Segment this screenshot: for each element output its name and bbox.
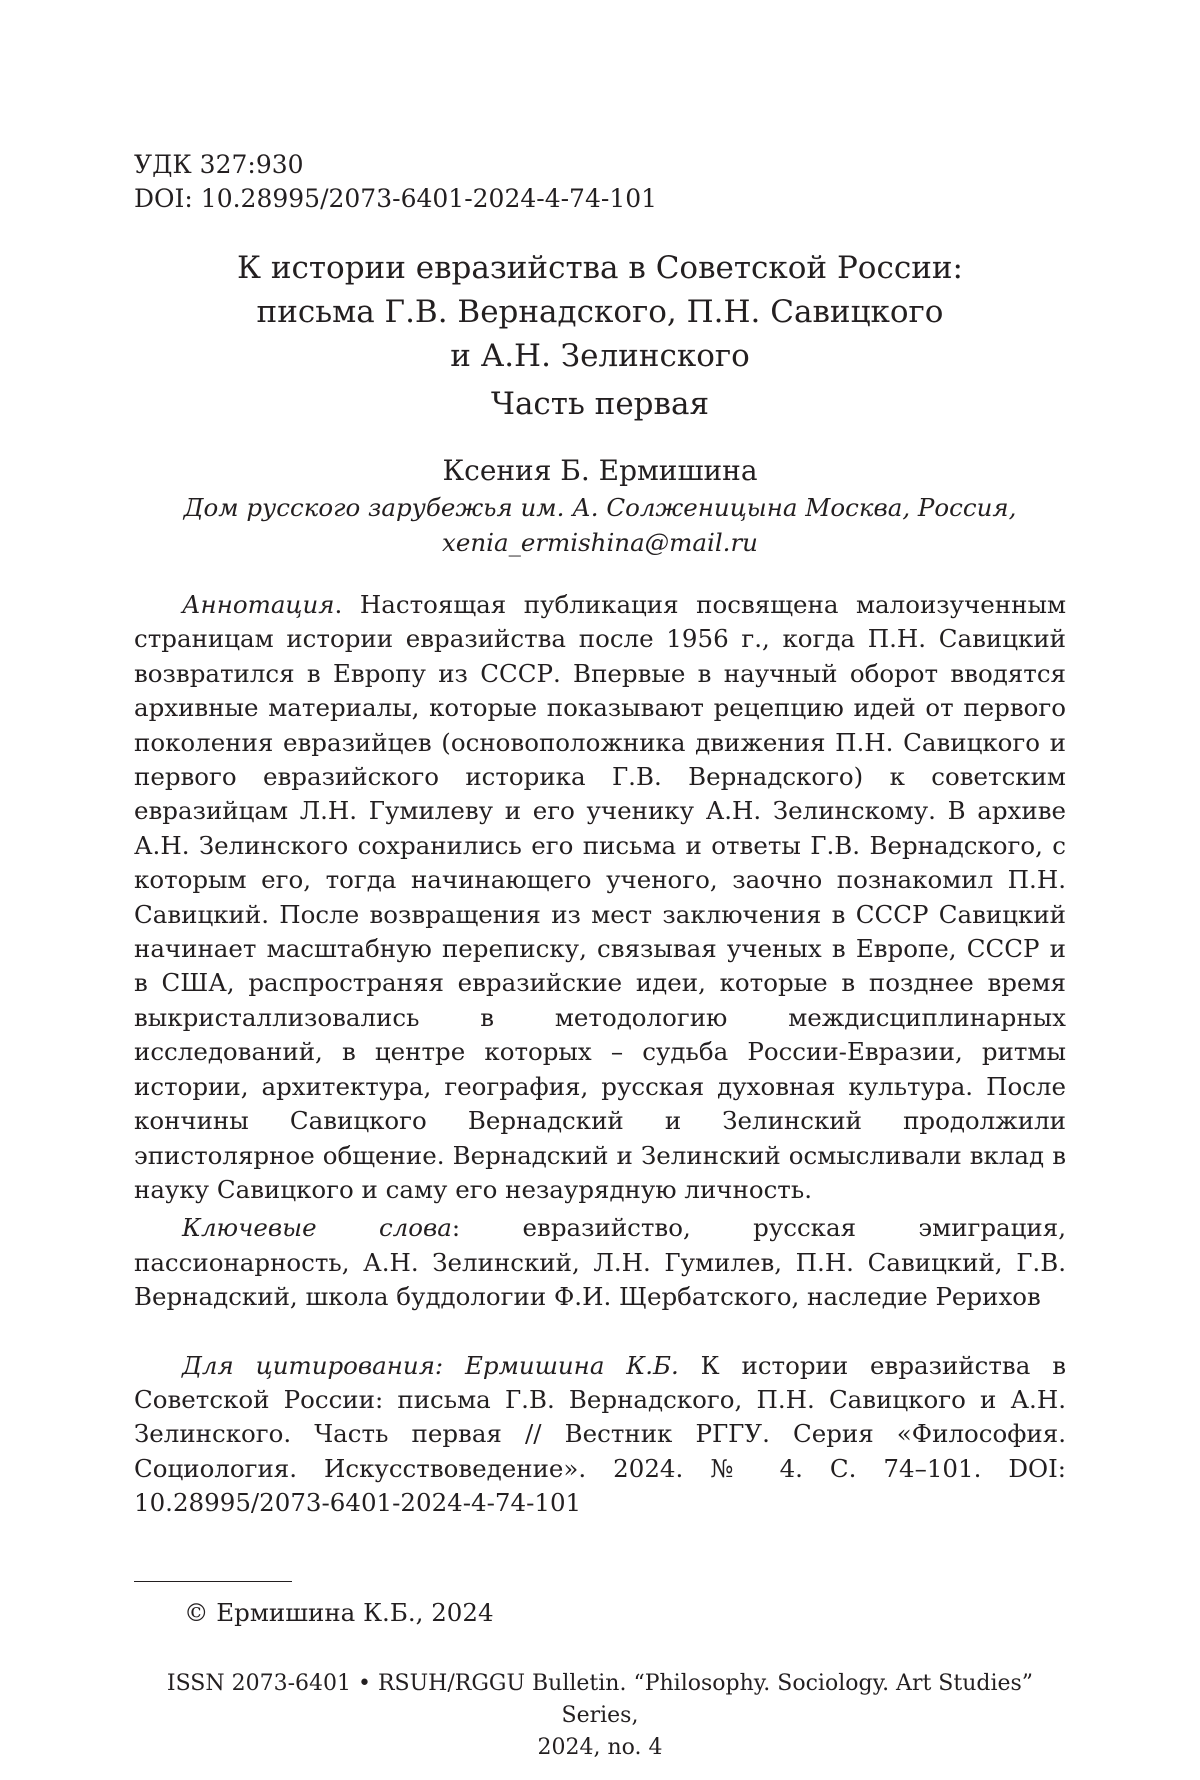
citation-text: К истории евразийства в Советской России: письма Г.В. Вернадского, П.Н. Савицкого и А.Н. Зелинского. Часть первая // Вестник РГГУ. Серия «Философия. Социология. Ис­кусствоведение». 2024. № 4. С. 74–101. DOI: 10.28995/2073-6401-2024-4-74-101	[134, 1351, 1066, 1518]
article-title	[134, 246, 1066, 426]
footer-line-1: ISSN 2073-6401 • RSUH/RGGU Bulletin. “Philosophy. Sociology. Art Studies” Series,	[134, 1668, 1066, 1732]
author-name: Ксения Б. Ермишина	[134, 452, 1066, 490]
footnote-divider	[134, 1581, 292, 1582]
keywords	[134, 1211, 1066, 1314]
abstract-label: Аннотация	[182, 590, 335, 619]
keywords-text: : евразийство, русская эмиграция, пассионарность, А.Н. Зелинский, Л.Н. Гумилев, П.Н. Савицкий, Г.В. Вернадский, школа буддологии Ф.И. Щербатского, наследие Рерихов	[134, 1213, 1066, 1311]
abstract	[134, 588, 1066, 1207]
footer-line-2: 2024, no. 4	[134, 1732, 1066, 1764]
abstract-text: . Настоящая публикация посвящена малоизученным страницам истории евразийства после 1956 г., когда П.Н. Савицкий возвратился в Европу из СССР. Впервые в научный оборот вводятся архивные материалы, которые показывают рецепцию идей от первого поколения евразийцев (основоположника движения П.Н. Савицкого и первого евразийского историка Г.В. Вернадского) к советским евразийцам Л.Н. Гумилеву и его ученику А.Н. Зелинскому. В архиве А.Н. Зелинского сохранились его письма и ответы Г.В. Вернадского, с которым его, тогда начинающего ученого, заочно познакомил П.Н. Савицкий. После воз­вращения из мест заключения в СССР Савицкий начинает масштабную переписку, связывая ученых в Европе, СССР и в США, распространяя евразийские идеи, которые в позднее время выкристаллизовались в мето­дологию междисциплинарных исследований, в центре которых – судьба России-Евразии, ритмы истории, архитектура, география, русская духов­ная культура. После кончины Савицкого Вернадский и Зелинский про­должили эпистолярное общение. Вернадский и Зелинский осмысливали вклад в науку Савицкого и саму его незаурядную личность.	[134, 590, 1066, 1204]
page-footer	[134, 1668, 1066, 1764]
title-line-1: К истории евразийства в Советской России:	[134, 246, 1066, 290]
author-affiliation: Дом русского зарубежья им. А. Солженицына Москва, Россия,	[134, 490, 1066, 525]
article-first-page	[134, 148, 1066, 1545]
author-email[interactable]: xenia_ermishina@mail.ru	[134, 525, 1066, 560]
udk-code: УДК 327:930	[134, 148, 1066, 182]
title-line-2: письма Г.В. Вернадского, П.Н. Савицкого	[134, 290, 1066, 334]
author-block	[134, 452, 1066, 560]
title-line-3: и А.Н. Зелинского	[134, 334, 1066, 378]
citation	[134, 1349, 1066, 1521]
doi-line: DOI: 10.28995/2073-6401-2024-4-74-101	[134, 182, 1066, 216]
title-part: Часть первая	[134, 382, 1066, 426]
citation-label: Для цитирования: Ермишина К.Б.	[182, 1351, 679, 1380]
keywords-label: Ключевые слова	[182, 1213, 452, 1242]
copyright-note: © Ермишина К.Б., 2024	[184, 1596, 494, 1630]
